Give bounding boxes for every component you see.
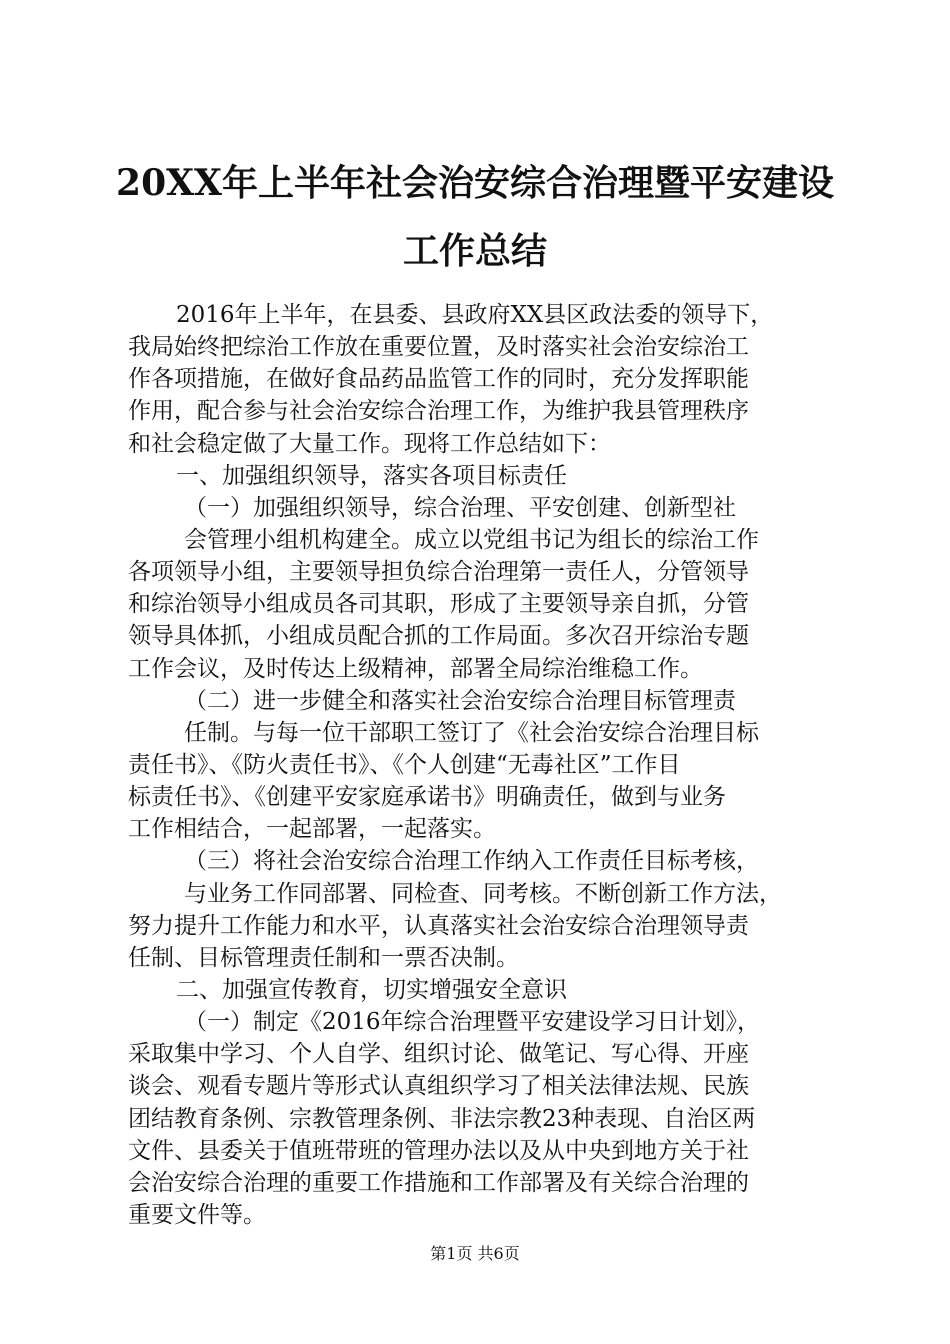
subsection-heading: （一）加强组织领导，综合治理、平安创建、创新型社 — [184, 494, 736, 521]
body-line: 2016年上半年，在县委、县政府XX县区政法委的领导下， — [176, 302, 774, 328]
body-line: 责任书》、《防火责任书》、《个人创建“无毒社区”工作目 — [128, 751, 681, 778]
subsection-heading: （二）进一步健全和落实社会治安综合治理目标管理责 — [184, 687, 736, 714]
body-line: 任制、目标管理责任制和一票否决制。 — [128, 944, 519, 971]
body-line: 谈会、观看专题片等形式认真组织学习了相关法律法规、民族 — [128, 1073, 749, 1100]
body-line: 努力提升工作能力和水平，认真落实社会治安综合治理领导责 — [128, 912, 749, 939]
body-line: 工作相结合，一起部署，一起落实。 — [128, 816, 496, 843]
section-heading: 一、加强组织领导，落实各项目标责任 — [176, 462, 567, 489]
body-line: 会治安综合治理的重要工作措施和工作部署及有关综合治理的 — [128, 1169, 749, 1196]
subsection-heading: （一）制定《2016年综合治理暨平安建设学习日计划》， — [184, 1009, 761, 1036]
body-line: 团结教育条例、宗教管理条例、非法宗教23种表现、自治区两 — [128, 1105, 756, 1132]
document-title-line-1: 20XX年上半年社会治安综合治理暨平安建设 — [116, 162, 834, 204]
body-line: 各项领导小组，主要领导担负综合治理第一责任人，分管领导 — [128, 559, 749, 586]
body-line: 文件、县委关于值班带班的管理办法以及从中央到地方关于社 — [128, 1137, 749, 1164]
body-line: 会管理小组机构建全。成立以党组书记为组长的综治工作 — [184, 526, 759, 553]
document-title-line-2: 工作总结 — [402, 230, 547, 272]
subsection-heading: （三）将社会治安综合治理工作纳入工作责任目标考核， — [184, 848, 759, 875]
section-heading: 二、加强宣传教育，切实增强安全意识 — [176, 976, 567, 1003]
body-line: 和综治领导小组成员各司其职，形成了主要领导亲自抓，分管 — [128, 591, 749, 618]
body-line: 和社会稳定做了大量工作。现将工作总结如下： — [128, 430, 611, 457]
body-line: 标责任书》、《创建平安家庭承诺书》明确责任，做到与业务 — [128, 784, 726, 811]
body-line: 我局始终把综治工作放在重要位置，及时落实社会治安综治工 — [128, 334, 749, 361]
body-line: 领导具体抓，小组成员配合抓的工作局面。多次召开综治专题 — [128, 623, 749, 650]
body-line: 重要文件等。 — [128, 1201, 266, 1228]
body-line: 采取集中学习、个人自学、组织讨论、做笔记、写心得、开座 — [128, 1041, 749, 1068]
page-footer: 第1页 共6页 — [430, 1244, 520, 1263]
body-line: 与业务工作同部署、同检查、同考核。不断创新工作方法， — [184, 880, 782, 907]
document-body — [128, 299, 834, 1231]
body-line: 任制。与每一位干部职工签订了《社会治安综合治理目标 — [184, 719, 759, 746]
body-line: 作用，配合参与社会治安综合治理工作，为维护我县管理秩序 — [128, 398, 749, 425]
body-line: 作各项措施，在做好食品药品监管工作的同时，充分发挥职能 — [128, 366, 749, 393]
body-line: 工作会议，及时传达上级精神，部署全局综治维稳工作。 — [128, 655, 703, 682]
